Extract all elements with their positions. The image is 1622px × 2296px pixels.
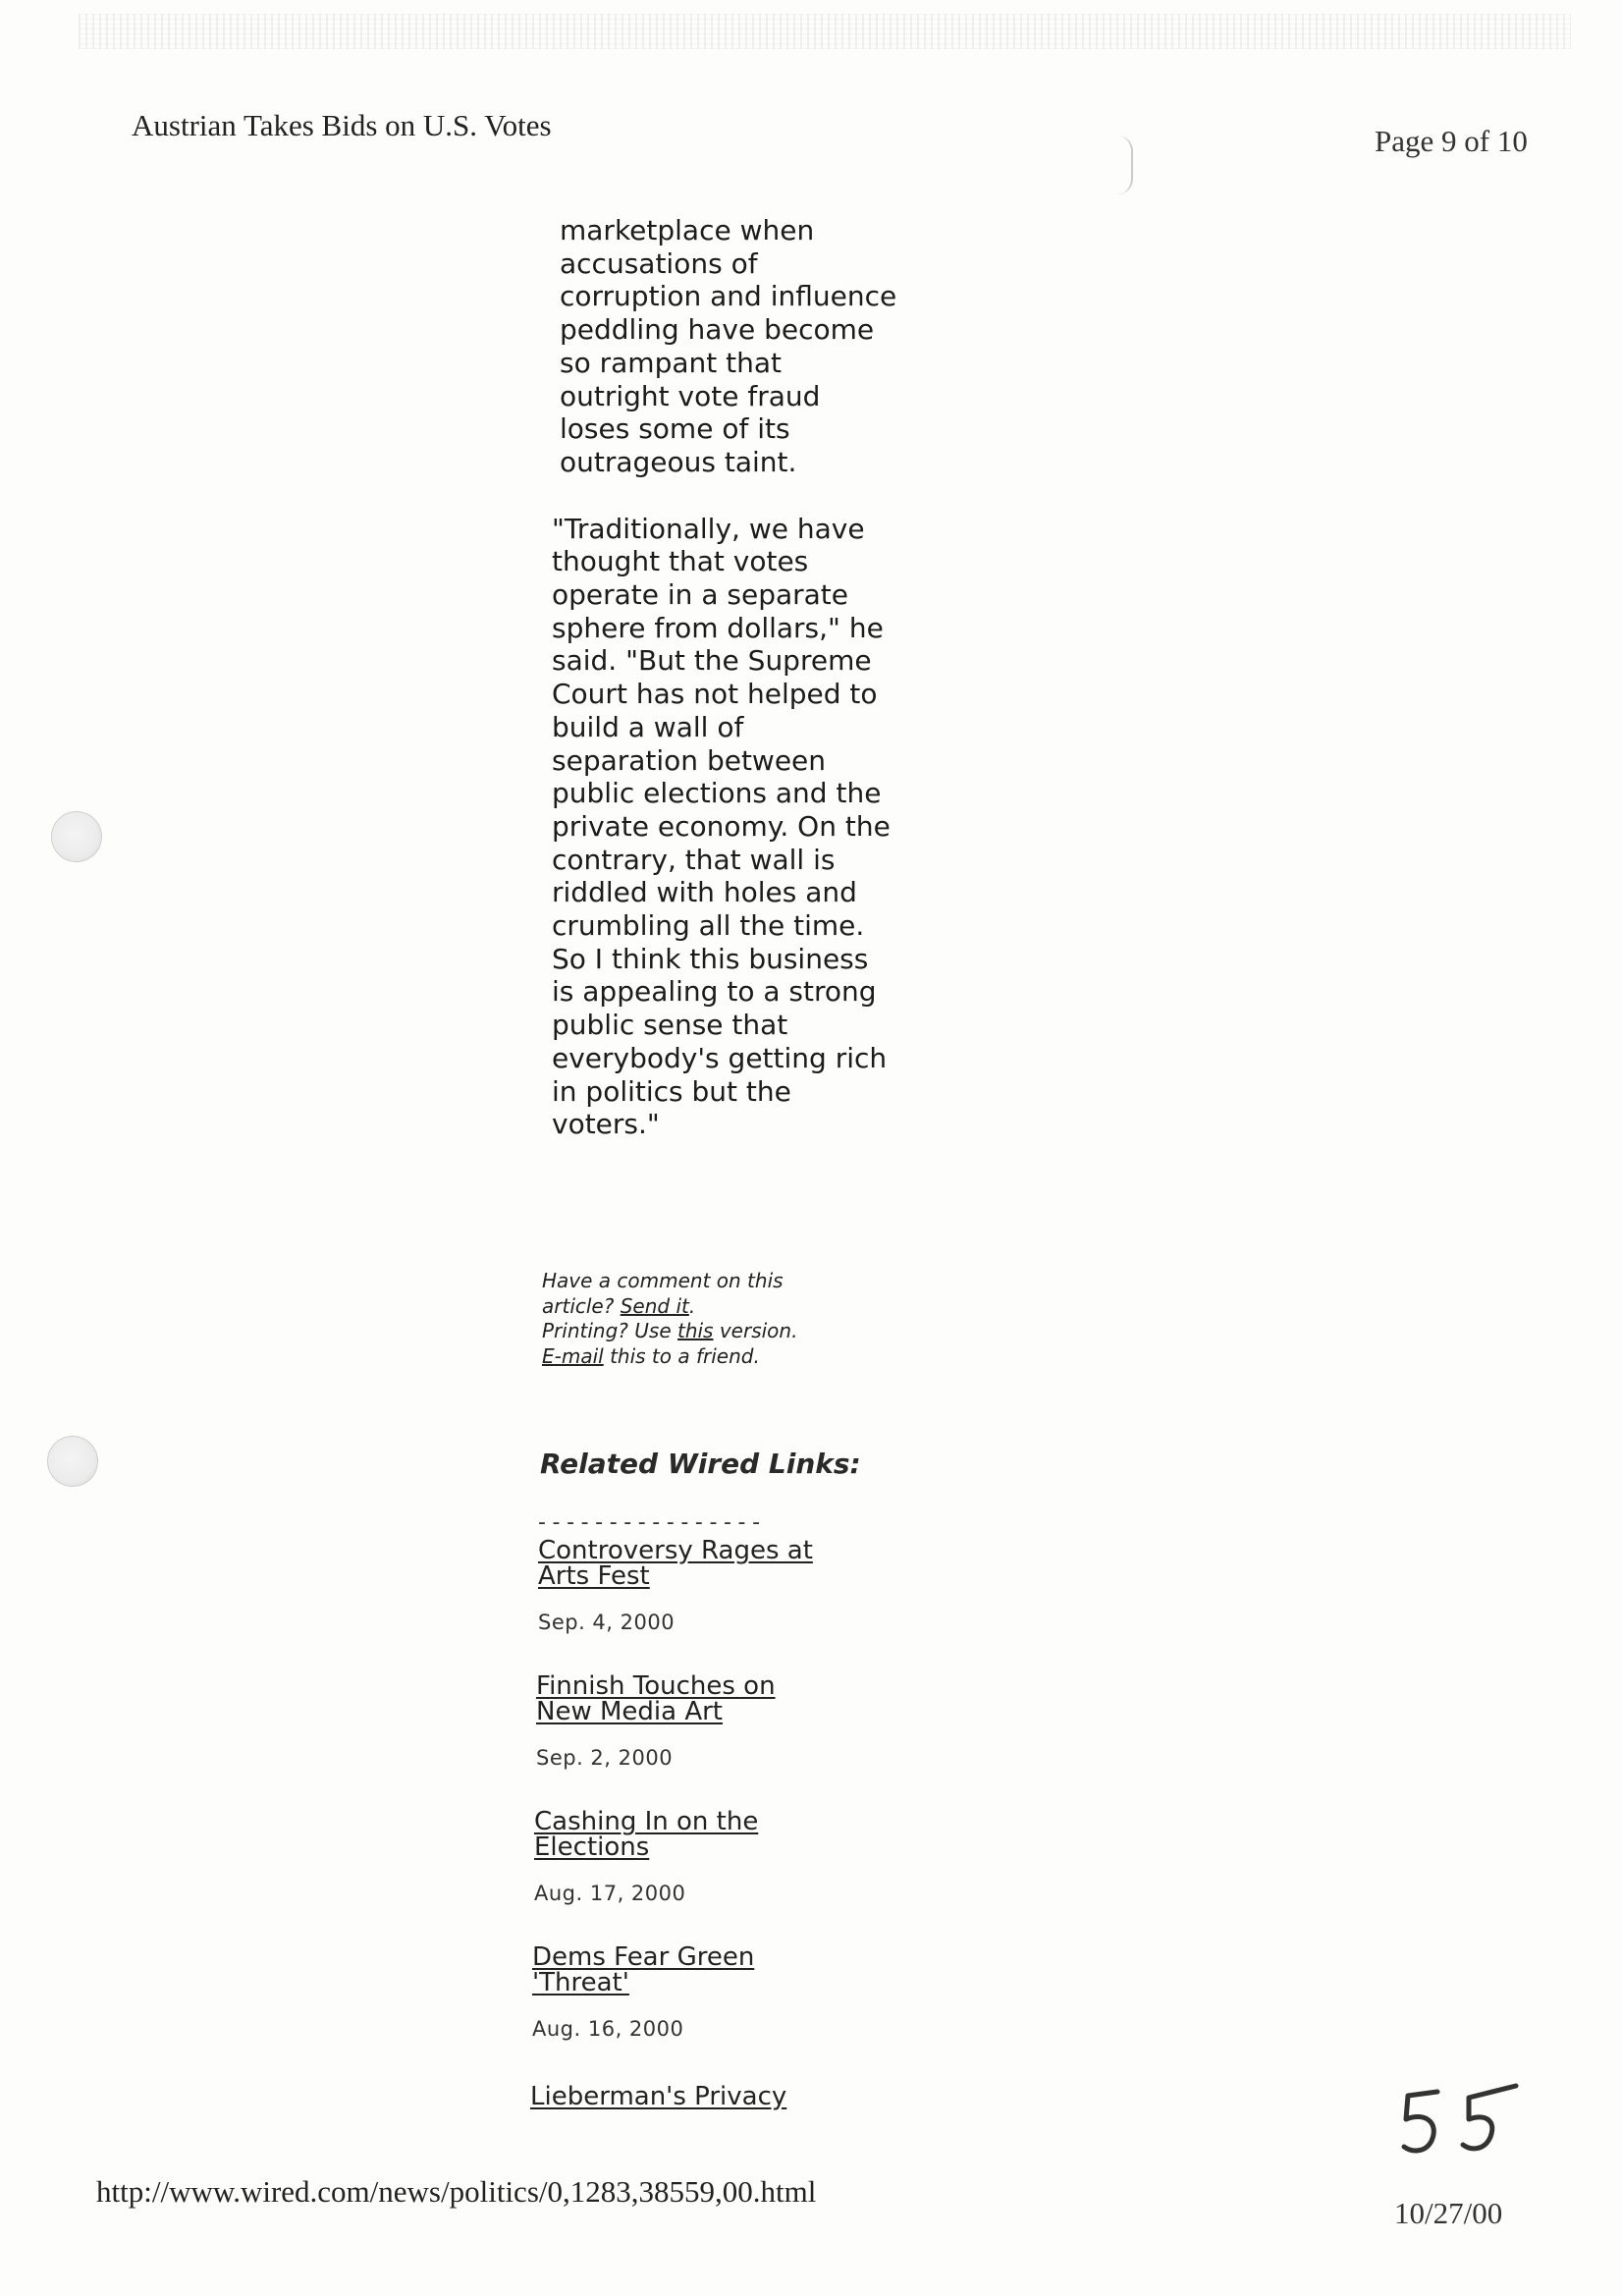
related-link[interactable]: Finnish Touches on New Media Art: [536, 1671, 776, 1726]
related-links-heading: Related Wired Links:: [540, 1448, 861, 1480]
related-item: [530, 2084, 884, 2109]
page-header-title: Austrian Takes Bids on U.S. Votes: [132, 108, 552, 142]
related-item: [532, 1944, 886, 2041]
related-divider: ----------------: [538, 1510, 767, 1535]
comment-line: [542, 1319, 837, 1344]
email-friend-link[interactable]: E-mail: [542, 1343, 604, 1368]
related-item: [538, 1538, 892, 1634]
article-body: [542, 214, 895, 1141]
comment-line: [542, 1294, 837, 1320]
related-date: Sep. 2, 2000: [536, 1746, 674, 1770]
article-paragraph: "Traditionally, we have thought that votes operate in a separate sphere from dollars," he said. "But the Supreme Court has not helped to build a wall of separation between public elections and the private economy. On the contrary, that wall is riddled with holes and crumbling all the time. So I think this business is appealing to a strong public sense that everybody's getting rich in politics but the voters.": [552, 512, 891, 1141]
comment-text: version.: [713, 1319, 798, 1342]
related-date: Aug. 16, 2000: [532, 2017, 684, 2041]
comment-text: this to a friend.: [603, 1343, 760, 1368]
related-link[interactable]: Controversy Rages at Arts Fest: [538, 1536, 813, 1591]
print-version-link[interactable]: this: [676, 1319, 714, 1342]
scan-artifact: [1117, 136, 1133, 194]
related-link[interactable]: Lieberman's Privacy: [530, 2082, 787, 2111]
related-link[interactable]: Cashing In on the Elections: [534, 1807, 759, 1862]
comment-text: article?: [542, 1293, 621, 1318]
send-it-link[interactable]: Send it: [620, 1293, 689, 1318]
comment-box: [542, 1269, 837, 1369]
punch-hole-upper: [51, 811, 102, 862]
related-date: Sep. 4, 2000: [538, 1611, 676, 1634]
related-item: [534, 1809, 888, 1905]
comment-text: .: [688, 1293, 696, 1318]
comment-line: Have a comment on this: [542, 1269, 784, 1292]
comment-line: [542, 1344, 837, 1370]
article-paragraph: marketplace when accusations of corruption and influence peddling have become so rampant that outright vote fraud loses some of its outrageous taint.: [560, 214, 897, 478]
related-link[interactable]: Dems Fear Green 'Threat': [532, 1942, 755, 1997]
scan-noise-strip: [79, 14, 1571, 49]
punch-hole-lower: [47, 1436, 98, 1487]
handwritten-page-number: [1398, 2082, 1526, 2160]
related-item: [536, 1673, 890, 1770]
related-date: Aug. 17, 2000: [534, 1882, 686, 1905]
comment-text: Printing? Use: [542, 1319, 677, 1342]
footer-date: 10/27/00: [1394, 2196, 1503, 2230]
page-number-indicator: Page 9 of 10: [1375, 124, 1528, 158]
footer-url: http://www.wired.com/news/politics/0,1283,38559,00.html: [96, 2174, 817, 2209]
